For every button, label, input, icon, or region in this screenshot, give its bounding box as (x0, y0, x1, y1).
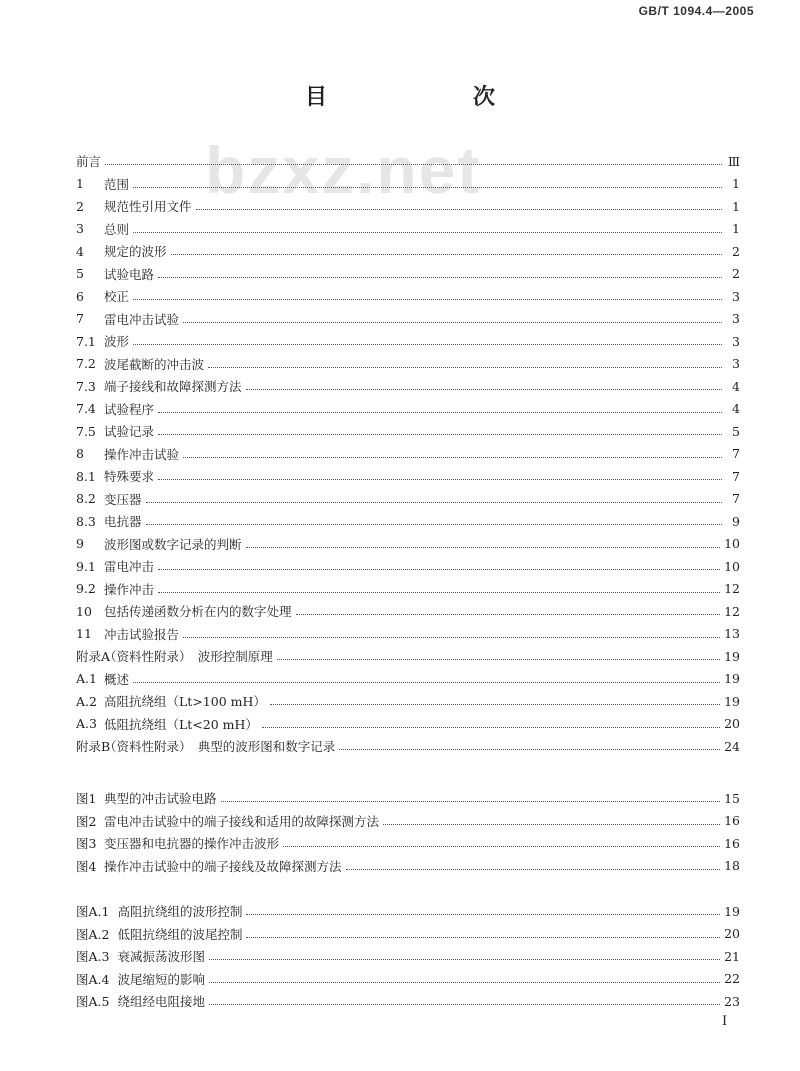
toc-entry-row (76, 555, 740, 577)
figure-entry-page: 18 (724, 858, 740, 873)
dot-leader (208, 366, 722, 368)
annex-figure-entry-row (76, 923, 740, 945)
dot-leader (158, 568, 720, 570)
toc-entry-row (76, 465, 740, 487)
toc-entry-number: 7.3 (76, 378, 96, 394)
toc-entry-row (76, 240, 740, 262)
annex-figure-entry-row (76, 968, 740, 990)
annex-figure-entry-page: 20 (724, 926, 740, 941)
dot-leader (146, 501, 722, 503)
annex-figure-entry-title: 高阻抗绕组的波形控制 (117, 904, 243, 919)
toc-entry-number: 6 (76, 288, 84, 304)
toc-entry-row (76, 285, 740, 307)
dot-leader (246, 913, 720, 915)
toc-entry-title: 波形图或数字记录的判断 (104, 536, 242, 552)
figure-entry-page: 16 (724, 813, 740, 828)
toc-entry-page: 24 (724, 738, 740, 754)
toc-entry-row (76, 353, 740, 375)
dot-leader (339, 748, 720, 750)
toc-entry-row (76, 330, 740, 352)
toc-entry-number: A.3 (76, 716, 97, 731)
toc-entry-title: 波形 (104, 334, 130, 349)
toc-entry-number: 7.1 (76, 333, 96, 349)
dot-leader (209, 958, 720, 960)
toc-entry-number: 7.2 (76, 356, 96, 371)
toc-entry-page: 10 (724, 536, 740, 551)
dot-leader (158, 411, 722, 413)
toc-entry-number: 附录B (76, 739, 111, 754)
page-number: I (722, 1014, 728, 1029)
toc-entry-number: 前言 (76, 154, 102, 169)
annex-figure-entry-page: 19 (724, 903, 740, 919)
toc-entry-row (76, 173, 740, 195)
toc-entry-title: 雷电冲击 (104, 559, 155, 574)
toc-entry-row (76, 375, 740, 397)
toc-entry-row (76, 690, 740, 712)
figure-entry-row (76, 810, 740, 832)
toc-entry-title: 规定的波形 (104, 244, 167, 259)
toc-entry-title: 试验程序 (104, 401, 155, 417)
toc-entry-title: 总则 (104, 221, 130, 237)
toc-entry-number: 8.1 (76, 468, 96, 484)
toc-entry-page: 10 (724, 558, 740, 574)
toc-entry-number: 9.2 (76, 581, 96, 596)
annex-figure-entry-number: 图A.4 (76, 971, 110, 987)
toc-entry-number: 10 (76, 603, 92, 619)
toc-entry-page: 2 (732, 266, 740, 281)
toc-entry-page: 1 (732, 221, 740, 236)
toc-entry-row (76, 150, 740, 172)
dot-leader (296, 613, 721, 615)
toc-entry-number: 8.3 (76, 513, 96, 529)
toc-entry-row (76, 398, 740, 420)
toc-entry-title: 操作冲击试验 (104, 446, 180, 462)
toc-entry-title: 高阻抗绕组（Lt>100 mH） (104, 694, 266, 709)
toc-entry-number: 8 (76, 446, 84, 461)
figure-entry-title: 雷电冲击试验中的端子接线和适用的故障探测方法 (104, 813, 380, 829)
toc-entry-page: 3 (732, 288, 740, 304)
toc-entry-page: 3 (732, 333, 740, 349)
toc-entry-number: 9 (76, 536, 84, 551)
dot-leader (133, 298, 722, 300)
figure-entry-title: 变压器和电抗器的操作冲击波形 (104, 836, 280, 851)
dot-leader (346, 868, 721, 870)
toc-entry-number: A.2 (76, 693, 97, 709)
toc-entry-row (76, 218, 740, 240)
toc-entry-number: 5 (76, 266, 84, 281)
page-title: 目 次 (304, 85, 529, 110)
toc-entry-title: 波尾截断的冲击波 (104, 356, 205, 372)
figure-entry-number: 图3 (76, 836, 97, 851)
dot-leader (105, 163, 722, 165)
toc-entry-page: 7 (732, 446, 740, 461)
annex-figure-entry-title: 衰减振荡波形图 (117, 949, 205, 964)
dot-leader (133, 186, 722, 188)
figure-entry-number: 图1 (76, 791, 97, 806)
toc-entry-page: 3 (732, 311, 740, 326)
dot-leader (158, 478, 722, 480)
annex-figure-entry-title: 波尾缩短的影响 (117, 971, 205, 987)
dot-leader (246, 936, 720, 938)
dot-leader (221, 800, 721, 802)
annex-figure-entry-page: 22 (724, 971, 740, 986)
annex-figure-entry-number: 图A.2 (76, 926, 110, 942)
toc-entry-page: 19 (724, 671, 740, 686)
toc-entry-title: （资料性附录） 波形控制原理 (104, 649, 273, 664)
toc-entry-page: 1 (732, 198, 740, 214)
toc-entry-row (76, 533, 740, 555)
toc-entry-row (76, 668, 740, 690)
figure-entry-row (76, 832, 740, 854)
annex-figure-entry-row (76, 945, 740, 967)
toc-entry-page: 20 (724, 716, 740, 731)
figure-entry-number: 图2 (76, 813, 97, 829)
annex-figure-entry-number: 图A.3 (76, 949, 110, 964)
toc-entry-row (76, 488, 740, 510)
dot-leader (133, 231, 722, 233)
toc-entry-page: 7 (732, 468, 740, 484)
toc-entry-number: 11 (76, 626, 92, 641)
dot-leader (171, 253, 722, 255)
annex-figure-entry-row (76, 900, 740, 922)
figure-entry-row (76, 855, 740, 877)
toc-entry-number: 3 (76, 221, 84, 236)
dot-leader (246, 546, 721, 548)
dot-leader (262, 726, 720, 728)
dot-leader (383, 823, 720, 825)
toc-entry-page: 4 (732, 378, 740, 394)
toc-entry-row (76, 308, 740, 330)
dot-leader (196, 208, 722, 210)
dot-leader (146, 523, 722, 525)
toc-entry-title: 包括传递函数分析在内的数字处理 (104, 604, 292, 619)
toc-entry-title: 范围 (104, 176, 130, 192)
figure-entry-number: 图4 (76, 858, 97, 874)
toc-entry-title: 试验记录 (104, 424, 155, 439)
toc-entry-row (76, 195, 740, 217)
toc-entry-row (76, 645, 740, 667)
toc-entry-page: 19 (724, 648, 740, 664)
toc-entry-title: 电抗器 (104, 514, 142, 529)
toc-entry-title: 特殊要求 (104, 469, 155, 484)
toc-entry-number: 7.4 (76, 401, 96, 416)
toc-entry-page: Ⅲ (727, 153, 740, 169)
annex-figure-entry-page: 21 (724, 948, 740, 964)
toc-entry-row (76, 600, 740, 622)
annex-figure-entry-title: 低阻抗绕组的波尾控制 (117, 926, 243, 942)
toc-entry-title: 试验电路 (104, 266, 155, 282)
toc-entry-title: 规范性引用文件 (104, 199, 192, 214)
toc-entry-row (76, 510, 740, 532)
toc-entry-page: 7 (732, 491, 740, 506)
toc-entry-title: 变压器 (104, 491, 142, 507)
toc-entry-number: A.1 (76, 671, 97, 686)
dot-leader (183, 456, 722, 458)
toc-entry-number: 8.2 (76, 491, 96, 506)
toc-entry-page: 1 (732, 176, 740, 191)
toc-entry-number: 4 (76, 243, 84, 259)
dot-leader (183, 636, 720, 638)
toc-entry-page: 4 (732, 401, 740, 416)
toc-entry-page: 9 (732, 513, 740, 529)
annex-figure-entry-title: 绕组经电阻接地 (117, 994, 205, 1009)
dot-leader (133, 343, 722, 345)
figure-entry-title: 操作冲击试验中的端子接线及故障探测方法 (104, 858, 342, 874)
dot-leader (158, 276, 722, 278)
toc-entry-number: 7 (76, 311, 84, 326)
toc-entry-page: 12 (724, 581, 740, 596)
dot-leader (246, 388, 722, 390)
figure-entry-title: 典型的冲击试验电路 (104, 791, 217, 806)
toc-entry-title: 端子接线和故障探测方法 (104, 379, 242, 394)
toc-entry-row (76, 713, 740, 735)
toc-entry-title: 低阻抗绕组（Lt<20 mH） (104, 716, 258, 732)
toc-entry-page: 2 (732, 243, 740, 259)
toc-entry-row (76, 420, 740, 442)
toc-entry-number: 7.5 (76, 423, 96, 439)
toc-entry-title: （资料性附录） 典型的波形图和数字记录 (104, 739, 336, 754)
toc-entry-number: 附录A (76, 649, 111, 664)
toc-entry-number: 9.1 (76, 558, 96, 574)
dot-leader (270, 703, 720, 705)
toc-entry-page: 3 (732, 356, 740, 371)
annex-figure-entry-row (76, 990, 740, 1012)
toc-entry-row (76, 735, 740, 757)
dot-leader (183, 321, 722, 323)
toc-entry-title: 雷电冲击试验 (104, 311, 180, 327)
standard-code: GB/T 1094.4—2005 (638, 4, 754, 18)
dot-leader (133, 681, 720, 683)
toc-entry-row (76, 443, 740, 465)
toc-entry-number: 1 (76, 176, 84, 191)
dot-leader (209, 1003, 720, 1005)
toc-entry-title: 冲击试验报告 (104, 626, 180, 642)
annex-figure-entry-number: 图A.5 (76, 994, 110, 1009)
toc-entry-page: 12 (724, 603, 740, 619)
toc-entry-number: 2 (76, 198, 84, 214)
dot-leader (158, 433, 722, 435)
toc-entry-page: 5 (732, 423, 740, 439)
toc-entry-page: 13 (724, 626, 740, 641)
watermark: bzxz.net (205, 133, 482, 207)
dot-leader (283, 845, 720, 847)
toc-entry-title: 概述 (104, 671, 130, 687)
toc-entry-row (76, 623, 740, 645)
toc-entry-page: 19 (724, 693, 740, 709)
annex-figure-entry-number: 图A.1 (76, 904, 110, 919)
toc-entry-title: 操作冲击 (104, 581, 155, 597)
figure-entry-page: 16 (724, 835, 740, 851)
figure-entry-row (76, 787, 740, 809)
toc-entry-row (76, 578, 740, 600)
annex-figure-entry-page: 23 (724, 993, 740, 1009)
dot-leader (277, 658, 720, 660)
toc-entry-title: 校正 (104, 289, 130, 304)
toc-entry-row (76, 263, 740, 285)
dot-leader (209, 981, 720, 983)
dot-leader (158, 591, 720, 593)
figure-entry-page: 15 (724, 790, 740, 806)
